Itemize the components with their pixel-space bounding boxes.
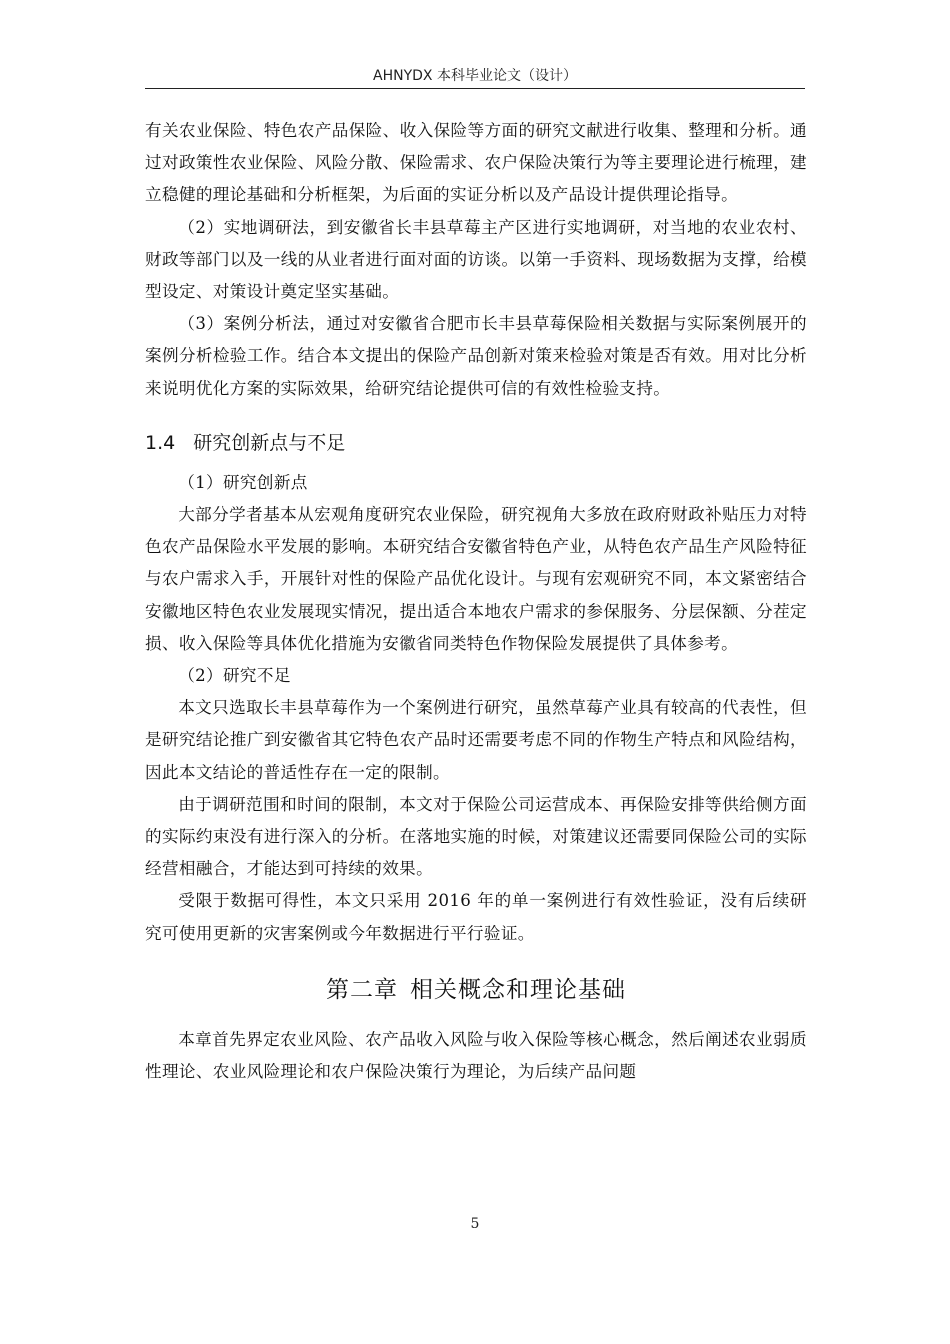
paragraph: 受限于数据可得性，本文只采用 2016 年的单一案例进行有效性验证，没有后续研究可使用更新的灾害案例或今年数据进行平行验证。	[145, 891, 807, 943]
paragraph: 由于调研范围和时间的限制，本文对于保险公司运营成本、再保险安排等供给侧方面的实际约束没有进行深入的分析。在落地实施的时候，对策建议还需要同保险公司的实际经营相融合，才能达到可持续的效果。	[145, 794, 807, 879]
paragraph: （3）案例分析法，通过对安徽省合肥市长丰县草莓保险相关数据与实际案例展开的案例分析检验工作。结合本文提出的保险产品创新对策来检验对策是否有效。用对比分析来说明优化方案的实际效果，给研究结论提供可信的有效性检验支持。	[145, 314, 807, 398]
body-text	[145, 115, 807, 1088]
paragraph: （1）研究创新点	[178, 472, 308, 492]
paragraph: （2）实地调研法，到安徽省长丰县草莓主产区进行实地调研，对当地的农业农村、财政等部门以及一线的从业者进行面对面的访谈。以第一手资料、现场数据为支撑，给模型设定、对策设计奠定坚实基础。	[145, 217, 807, 302]
chapter-number: 第二章	[326, 976, 398, 1003]
running-header: AHNYDX 本科毕业论文（设计）	[373, 68, 577, 84]
section-number: 1.4	[145, 431, 176, 454]
paragraph: 大部分学者基本从宏观角度研究农业保险，研究视角大多放在政府财政补贴压力对特色农产品保险水平发展的影响。本研究结合安徽省特色产业，从特色农产品生产风险特征与农户需求入手，开展针对性的保险产品优化设计。与现有宏观研究不同，本文紧密结合安徽地区特色农业发展现实情况，提出适合本地农户需求的参保服务、分层保额、分茬定损、收入保险等具体优化措施为安徽省同类特色作物保险发展提供了具体参考。	[145, 505, 807, 653]
chapter-heading	[145, 970, 807, 1010]
paragraph: 有关农业保险、特色农产品保险、收入保险等方面的研究文献进行收集、整理和分析。通过对政策性农业保险、风险分散、保险需求、农户保险决策行为等主要理论进行梳理，建立稳健的理论基础和分析框架，为后面的实证分析以及产品设计提供理论指导。	[145, 121, 807, 205]
section-heading	[145, 429, 807, 457]
paragraph: 本文只选取长丰县草莓作为一个案例进行研究，虽然草莓产业具有较高的代表性，但是研究结论推广到安徽省其它特色农产品时还需要考虑不同的作物生产特点和风险结构，因此本文结论的普适性存在一定的限制。	[145, 698, 807, 782]
paragraph: （2）研究不足	[178, 666, 291, 686]
header-rule	[145, 88, 805, 89]
page-number: 5	[470, 1216, 480, 1232]
paragraph: 本章首先界定农业风险、农产品收入风险与收入保险等核心概念，然后阐述农业弱质性理论、农业风险理论和农户保险决策行为理论，为后续产品问题	[145, 1029, 807, 1082]
section-title: 研究创新点与不足	[193, 431, 346, 454]
chapter-title: 相关概念和理论基础	[410, 976, 626, 1003]
